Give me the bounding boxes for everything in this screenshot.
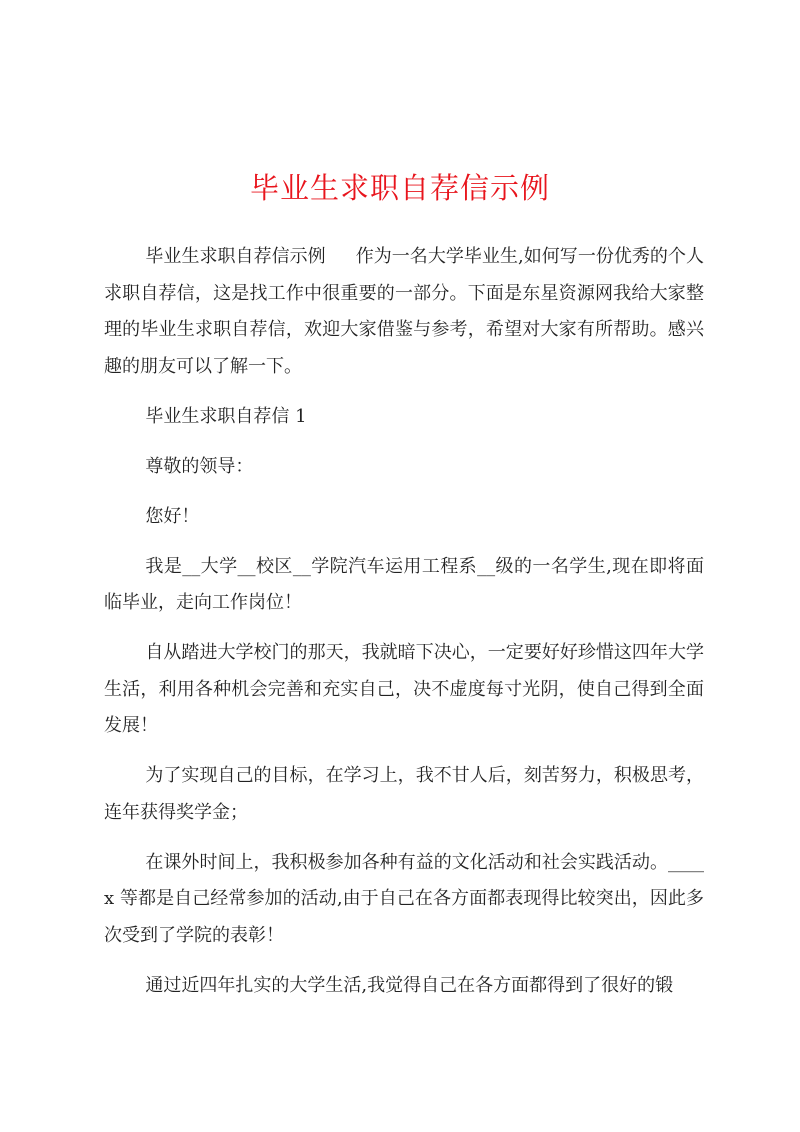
body-paragraph: 为了实现自己的目标，在学习上，我不甘人后，刻苦努力，积极思考，连年获得奖学金；: [104, 765, 704, 823]
letter-subheading: 毕业生求职自荐信 1: [145, 405, 307, 427]
letter-greeting: 您好！: [145, 505, 200, 527]
body-paragraph: 在课外时间上，我积极参加各种有益的文化活动和社会实践活动。____x 等都是自己经常参加的活动,由于自己在各方面都表现得比较突出，因此多次受到了学院的表彰！: [104, 851, 704, 946]
body-paragraph: 自从踏进大学校门的那天，我就暗下决心，一定要好好珍惜这四年大学生活，利用各种机会完善和充实自己，决不虚度每寸光阴，使自己得到全面发展！: [104, 642, 704, 736]
letter-salutation: 尊敬的领导：: [145, 455, 254, 477]
document-title: 毕业生求职自荐信示例: [249, 171, 550, 205]
intro-text: 作为一名大学毕业生,如何写一份优秀的个人求职自荐信，这是找工作中很重要的一部分。下面是东星资源网我给大家整理的毕业生求职自荐信，欢迎大家借鉴与参考，希望对大家有所帮助。感兴趣的朋友可以了解一下。: [104, 246, 704, 377]
body-paragraph: 我是__大学__校区__学院汽车运用工程系__级的一名学生,现在即将面临毕业，走向工作岗位！: [104, 555, 704, 613]
body-paragraph: 通过近四年扎实的大学生活,我觉得自己在各方面都得到了很好的锻: [145, 974, 674, 996]
intro-label: 毕业生求职自荐信示例: [145, 246, 326, 267]
document-body: [104, 239, 704, 1018]
intro-paragraph: [104, 239, 704, 385]
